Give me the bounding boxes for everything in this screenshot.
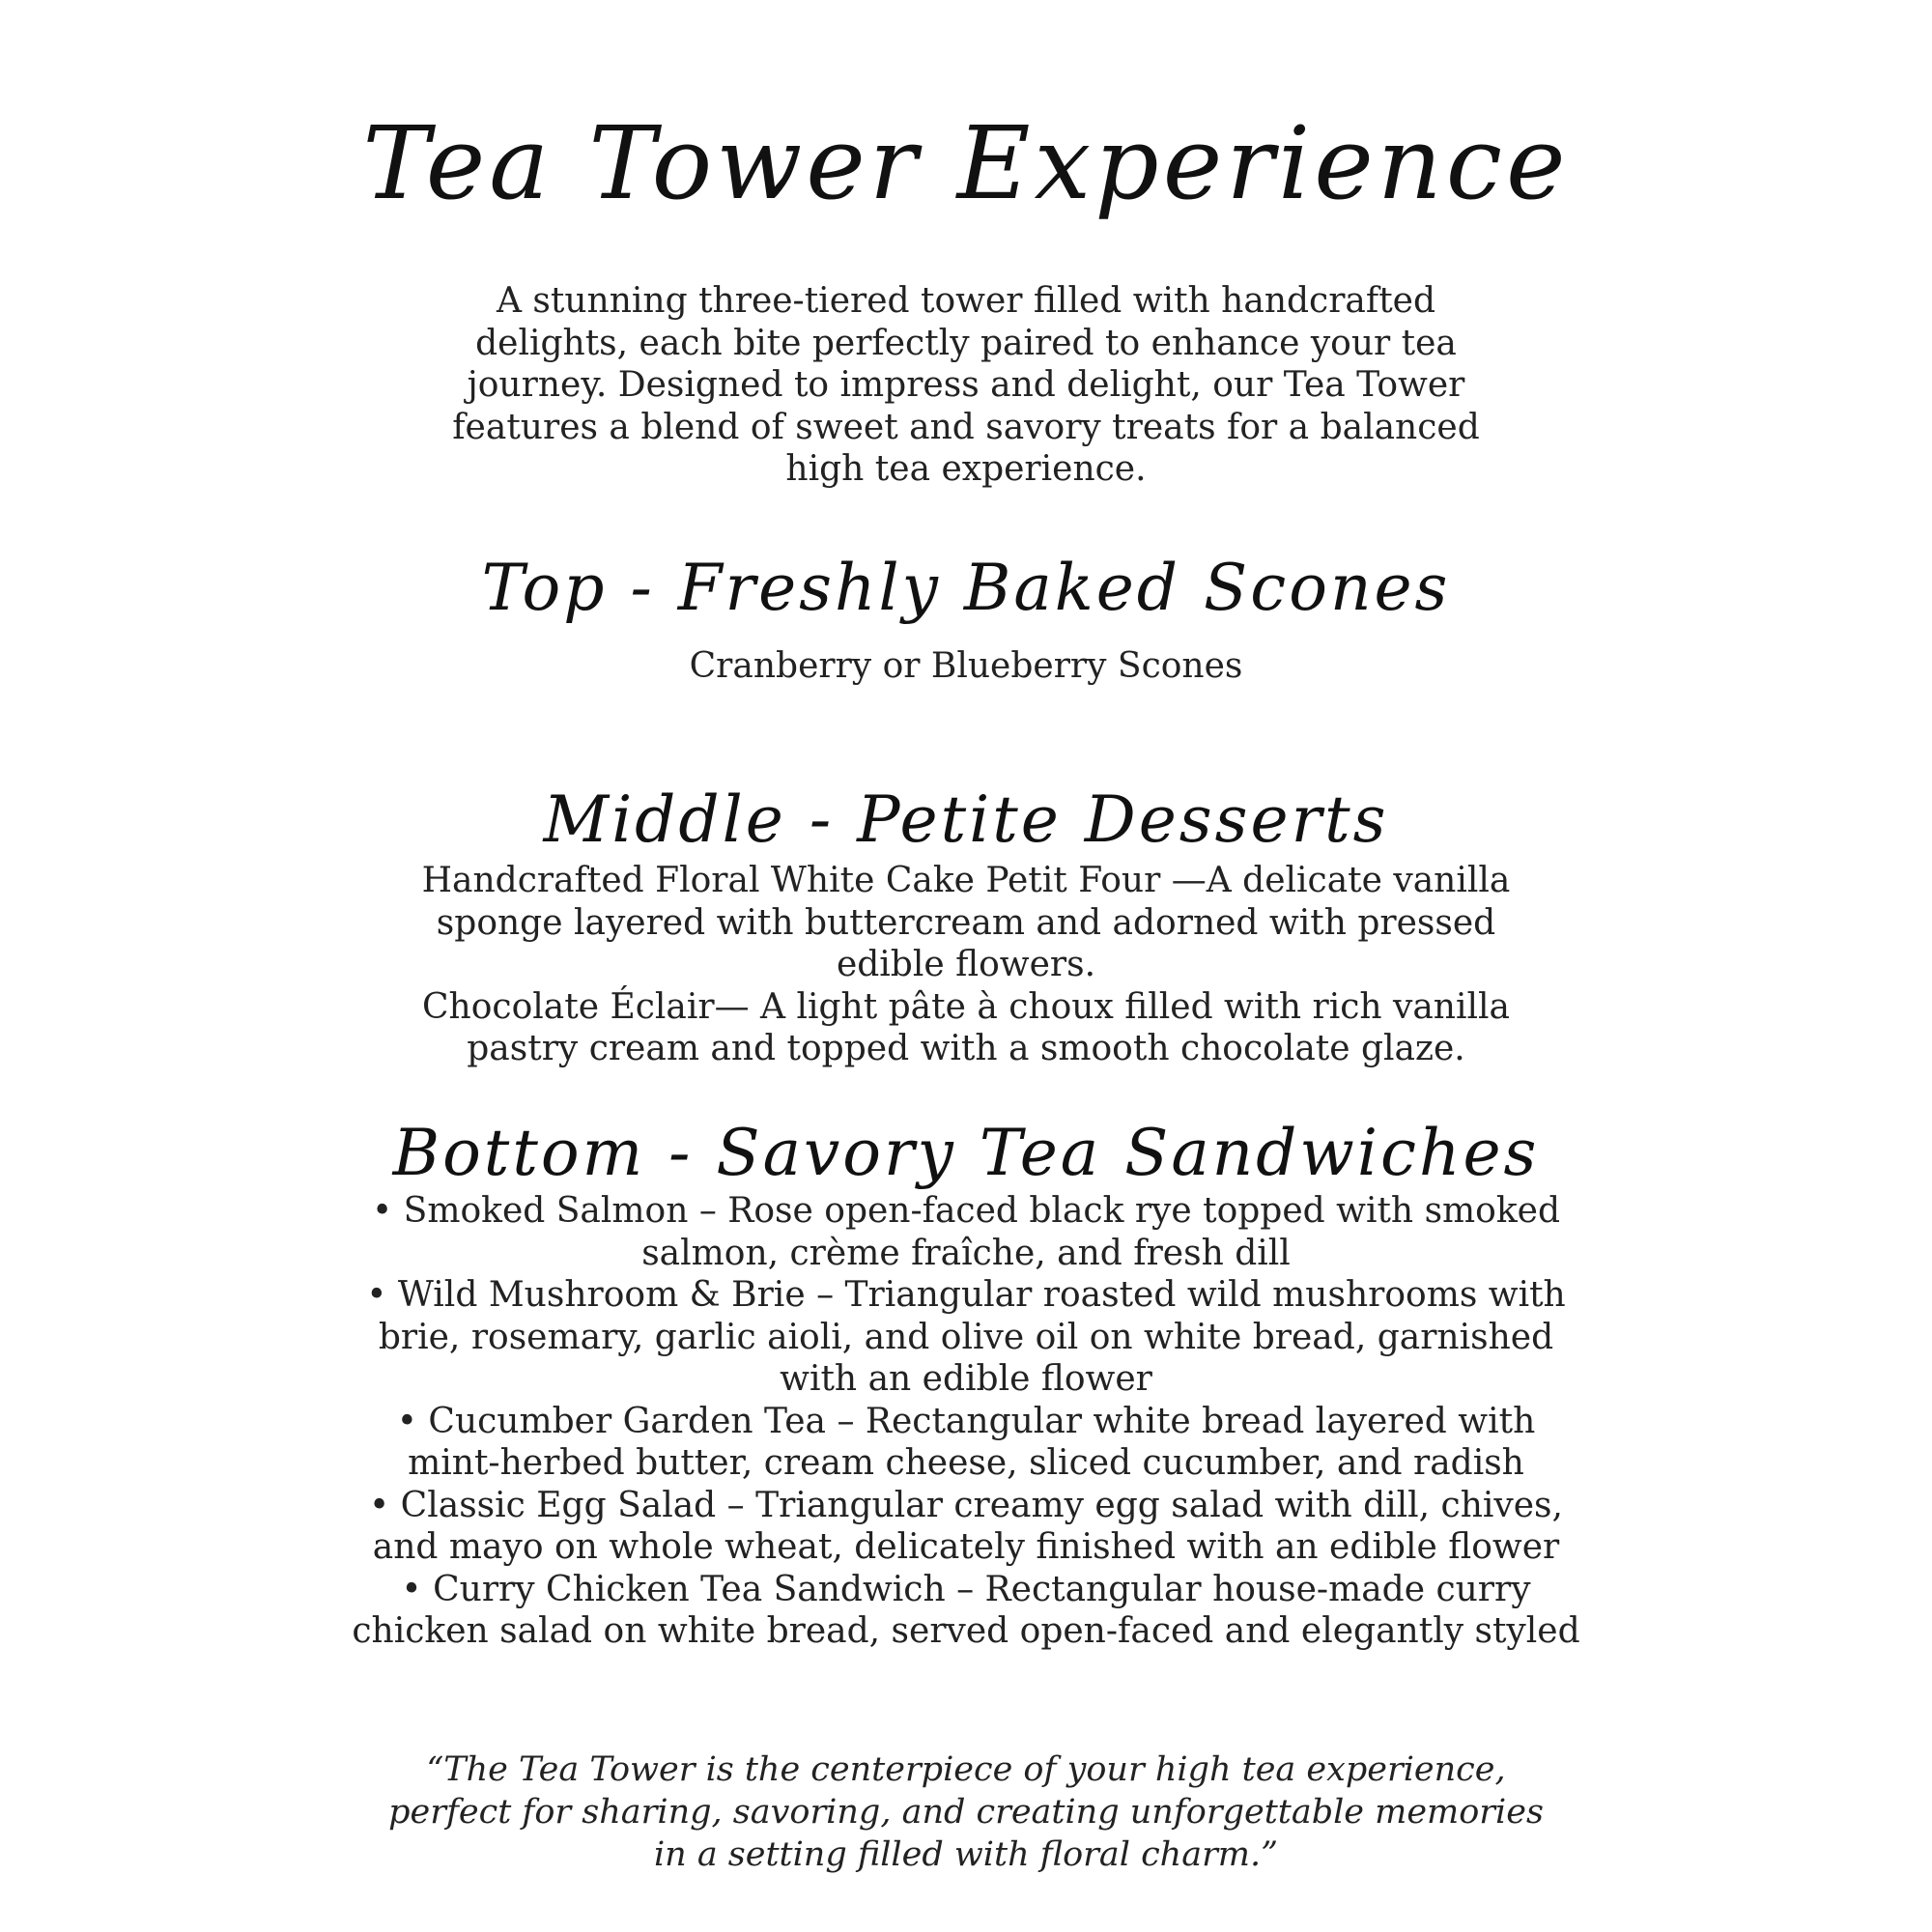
bottom-tier-line: • Wild Mushroom & Brie – Triangular roasted wild mushrooms with xyxy=(366,1275,1566,1315)
bottom-tier-line: brie, rosemary, garlic aioli, and olive oil on white bread, garnished xyxy=(378,1317,1554,1357)
intro-paragraph xyxy=(0,280,1932,491)
bottom-tier-line: chicken salad on white bread, served open-faced and elegantly styled xyxy=(352,1611,1580,1651)
top-tier-line: Cranberry or Blueberry Scones xyxy=(689,646,1243,686)
bottom-tier-heading: Bottom - Savory Tea Sandwiches xyxy=(392,1116,1540,1190)
middle-tier-line: Chocolate Éclair— A light pâte à choux filled with rich vanilla xyxy=(422,986,1510,1027)
bottom-tier-line: salmon, crème fraîche, and fresh dill xyxy=(641,1233,1291,1273)
middle-tier-items xyxy=(0,860,1932,1070)
middle-tier-line: sponge layered with buttercream and adorned with pressed xyxy=(436,902,1496,943)
middle-tier-heading: Middle - Petite Desserts xyxy=(543,782,1389,857)
bottom-tier-line: and mayo on whole wheat, delicately finished with an edible flower xyxy=(372,1527,1560,1567)
bottom-tier-items xyxy=(0,1190,1932,1653)
middle-tier-line: edible flowers. xyxy=(836,945,1096,984)
intro-line: journey. Designed to impress and delight, our Tea Tower xyxy=(467,365,1465,405)
page-title: Tea Tower Experience xyxy=(362,104,1570,222)
middle-tier-line: pastry cream and topped with a smooth chocolate glaze. xyxy=(467,1029,1465,1068)
intro-line: features a blend of sweet and savory treats for a balanced xyxy=(452,407,1480,447)
bottom-tier-line: • Classic Egg Salad – Triangular creamy egg salad with dill, chives, xyxy=(369,1485,1563,1525)
intro-line: delights, each bite perfectly paired to enhance your tea xyxy=(475,323,1457,363)
top-tier-heading: Top - Freshly Baked Scones xyxy=(481,551,1451,625)
quote-line: perfect for sharing, savoring, and creating unforgettable memories xyxy=(388,1793,1544,1832)
bottom-tier-line: with an edible flower xyxy=(780,1359,1152,1399)
closing-quote xyxy=(0,1748,1932,1876)
middle-tier-line: Handcrafted Floral White Cake Petit Four —A delicate vanilla xyxy=(421,861,1511,900)
bottom-tier-line: • Smoked Salmon – Rose open-faced black rye topped with smoked xyxy=(371,1191,1561,1231)
intro-line: A stunning three-tiered tower filled with handcrafted xyxy=(496,281,1436,321)
bottom-tier-line: • Cucumber Garden Tea – Rectangular white bread layered with xyxy=(396,1401,1536,1441)
bottom-tier-line: mint-herbed butter, cream cheese, sliced cucumber, and radish xyxy=(408,1443,1524,1483)
intro-line: high tea experience. xyxy=(785,449,1147,489)
bottom-tier-line: • Curry Chicken Tea Sandwich – Rectangular house-made curry xyxy=(401,1569,1531,1609)
top-tier-items xyxy=(0,645,1932,688)
quote-line: “The Tea Tower is the centerpiece of your high tea experience, xyxy=(426,1750,1506,1789)
quote-line: in a setting filled with floral charm.” xyxy=(653,1835,1279,1874)
